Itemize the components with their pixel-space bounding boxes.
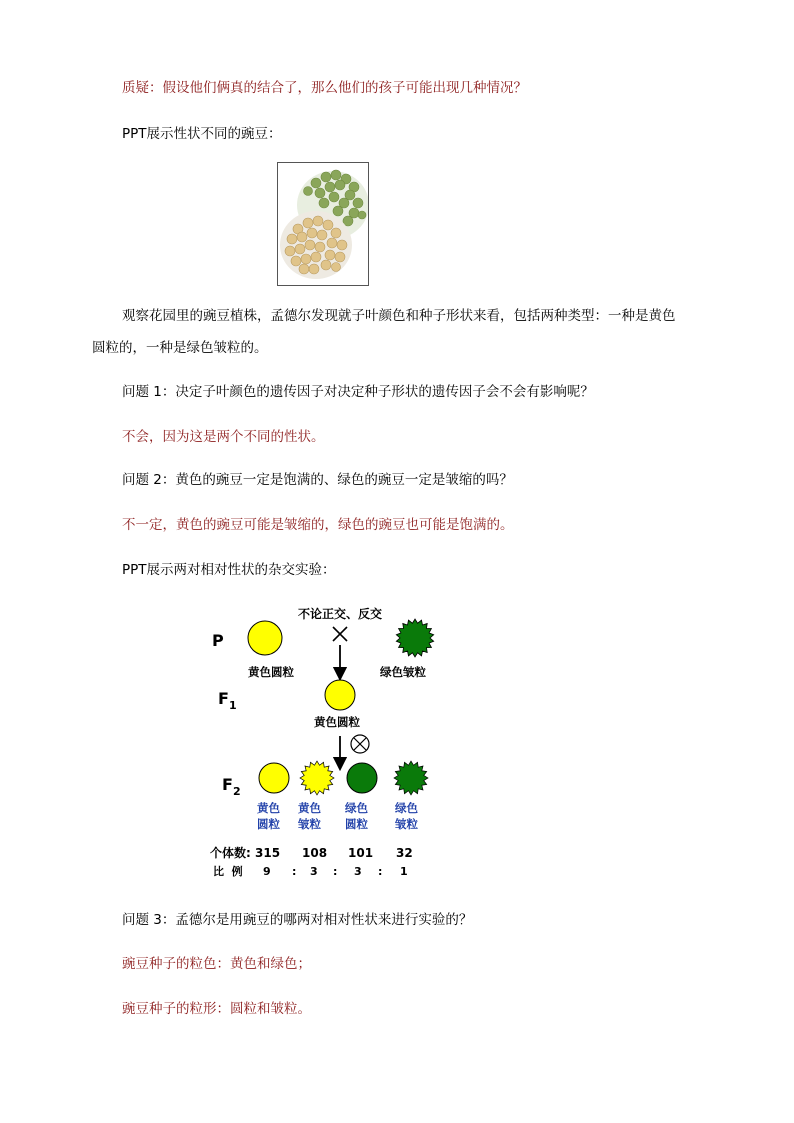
observe-line-2: 圆粒的，一种是绿色皱粒的。 (92, 340, 268, 356)
answer-3a: 豌豆种子的粒色：黄色和绿色； (122, 956, 311, 972)
f1-yellow-round-pea (325, 680, 355, 710)
answer-3b: 豌豆种子的粒形：圆粒和皱粒。 (122, 1001, 311, 1017)
ppt-show-peas: PPT展示性状不同的豌豆： (122, 126, 282, 142)
f2-label-4b: 皱粒 (395, 817, 418, 831)
ratio-sep-1: : (292, 865, 297, 878)
f2-yellow-round-pea (259, 763, 289, 793)
f2-label-1b: 圆粒 (257, 817, 280, 831)
ratio-3: 3 (354, 865, 362, 878)
answer-2: 不一定，黄色的豌豆可能是皱缩的，绿色的豌豆也可能是饱满的。 (122, 517, 514, 533)
f2-yellow-wrinkled-pea (300, 761, 334, 795)
f2-label-3b: 圆粒 (345, 817, 368, 831)
pea-photo-image (278, 163, 368, 285)
count-label: 个体数: (210, 846, 251, 860)
ratio-4: 1 (400, 865, 408, 878)
question-1: 问题 1：决定子叶颜色的遗传因子对决定种子形状的遗传因子会不会有影响呢？ (122, 384, 594, 400)
ratio-sep-2: : (333, 865, 338, 878)
dihybrid-cross-diagram (200, 598, 460, 883)
f2-label-4a: 绿色 (395, 801, 418, 815)
ratio-1: 9 (263, 865, 271, 878)
question-3: 问题 3：孟德尔是用豌豆的哪两对相对性状来进行实验的？ (122, 912, 473, 928)
ratio-label: 比 例 (213, 865, 243, 878)
cross-symbol-icon (333, 627, 347, 641)
f2-label-3a: 绿色 (345, 801, 368, 815)
ratio-sep-3: : (378, 865, 383, 878)
p-right-label: 绿色皱粒 (380, 665, 426, 679)
pea-photo (277, 162, 369, 286)
ppt-show-cross: PPT展示两对相对性状的杂交实验： (122, 562, 336, 578)
question-2: 问题 2：黄色的豌豆一定是饱满的、绿色的豌豆一定是皱缩的吗？ (122, 472, 513, 488)
p-generation-label: P (212, 631, 224, 650)
question-intro: 质疑：假设他们俩真的结合了，那么他们的孩子可能出现几种情况？ (122, 80, 527, 96)
p-yellow-round-pea (248, 621, 282, 655)
count-row (210, 845, 413, 860)
f2-labels (257, 801, 418, 831)
f2-green-wrinkled-pea (394, 761, 428, 795)
f2-green-round-pea (347, 763, 377, 793)
f2-generation-label: $F_2$ (222, 775, 241, 798)
f2-label-2b: 皱粒 (298, 817, 321, 831)
ratio-row (213, 864, 408, 878)
f1-generation-label: $F_1$ (218, 689, 237, 712)
cross-note: 不论正交、反交 (298, 607, 383, 621)
count-2: 108 (302, 846, 328, 860)
f2-label-2a: 黄色 (298, 801, 321, 815)
self-cross-symbol-icon (351, 735, 369, 753)
observe-line-1: 观察花园里的豌豆植株，孟德尔发现就子叶颜色和种子形状来看，包括两种类型：一种是黄色 (122, 308, 676, 324)
count-4: 32 (396, 846, 413, 860)
p-left-label: 黄色圆粒 (248, 665, 294, 679)
ratio-2: 3 (310, 865, 318, 878)
f1-pea-label: 黄色圆粒 (314, 715, 360, 729)
count-1: 315 (255, 846, 281, 860)
f2-label-1a: 黄色 (257, 801, 280, 815)
count-3: 101 (348, 846, 374, 860)
answer-1: 不会，因为这是两个不同的性状。 (122, 429, 325, 445)
p-green-wrinkled-pea (396, 619, 433, 657)
